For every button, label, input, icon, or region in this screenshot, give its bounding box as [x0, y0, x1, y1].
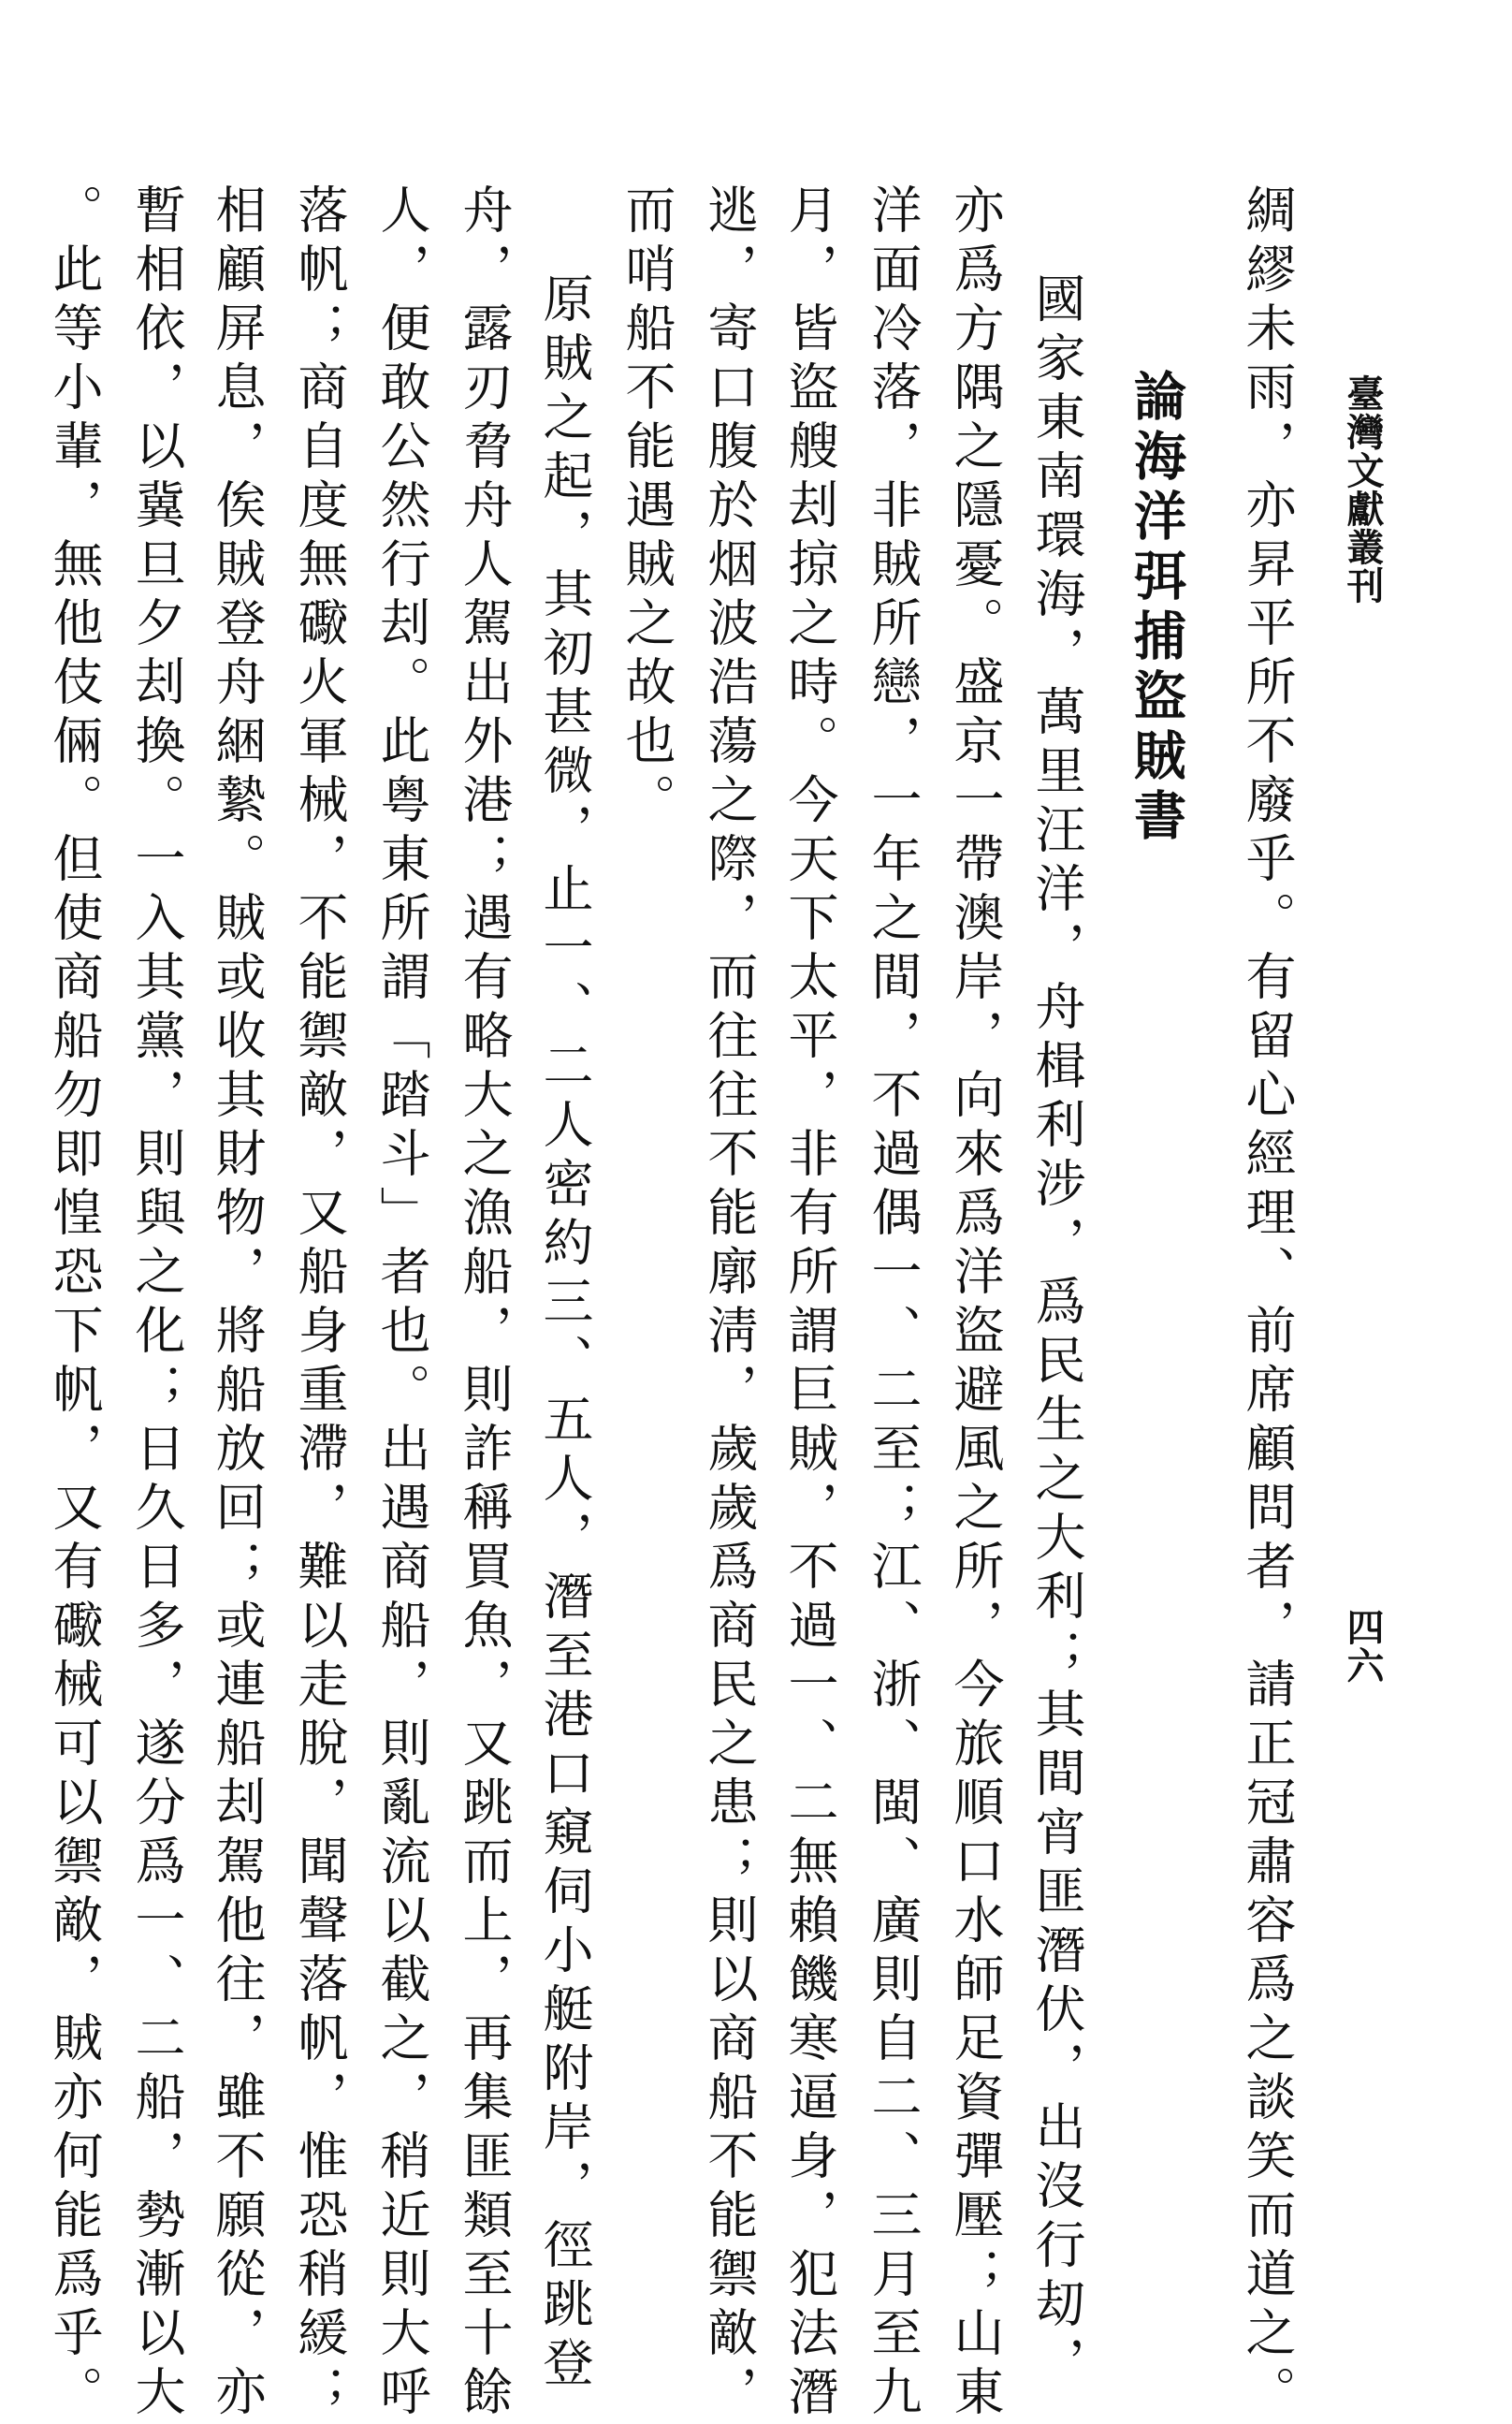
text-column-3: 亦爲方隅之隱憂。盛京一帶澳岸，向來爲洋盜避風之所，今旅順口水師足資彈壓；山東	[946, 183, 1005, 2424]
text-column-5: 月，皆盜艘刦掠之時。今天下太平，非有所謂巨賊，不過一、二無賴饑寒逼身，犯法潛	[780, 183, 839, 2424]
series-title: 臺灣文獻叢刊	[1341, 374, 1385, 605]
text-column-13: 暫相依，以冀旦夕刦換。一入其黨，則與之化；日久日多，遂分爲一、二船，勢漸以大	[127, 183, 186, 2424]
text-column-2: 國家東南環海，萬里汪洋，舟楫利涉，爲民生之大利；其間宵匪潛伏，出沒行刧，	[1027, 272, 1086, 2395]
text-column-11: 落帆；商自度無礮火軍械，不能禦敵，又船身重滯，難以走脫，聞聲落帆，惟恐稍緩；	[290, 183, 349, 2424]
text-column-4: 洋面冷落，非賊所戀，一年之間，不過偶一、二至；江、浙、閩、廣則自二、三月至九	[864, 183, 923, 2424]
text-column-9: 舟，露刃脅舟人駕出外港；遇有略大之漁船，則詐稱買魚，又跳而上，再集匪類至十餘	[455, 183, 514, 2424]
section-heading: 論海洋弭捕盜賊書	[1126, 369, 1187, 848]
text-column-1: 綢繆未雨，亦昇平所不廢乎。有留心經理、前席顧問者，請正冠肅容爲之談笑而道之。	[1238, 183, 1297, 2424]
page-number: 四六	[1341, 1608, 1385, 1685]
text-column-10: 人，便敢公然行刦。此粤東所謂「踏斗」者也。出遇商船，則亂流以截之，稍近則大呼	[372, 183, 431, 2424]
text-column-6: 逃，寄口腹於烟波浩蕩之際，而往往不能廓淸，歲歲爲商民之患；則以商船不能禦敵，	[700, 183, 759, 2424]
text-column-7: 而哨船不能遇賊之故也。	[618, 183, 676, 832]
text-column-12: 相顧屏息，俟賊登舟綑縶。賊或收其財物，將船放回；或連船刦駕他往，雖不願從，亦	[208, 183, 267, 2424]
text-column-8: 原賊之起，其初甚微，止一、二人密約三、五人，潛至港口窺伺小艇附岸，徑跳登	[535, 272, 594, 2395]
text-column-14: 。此等小輩，無他伎倆。但使商船勿即惶恐下帆，又有礮械可以禦敵，賊亦何能爲乎。	[45, 183, 104, 2424]
